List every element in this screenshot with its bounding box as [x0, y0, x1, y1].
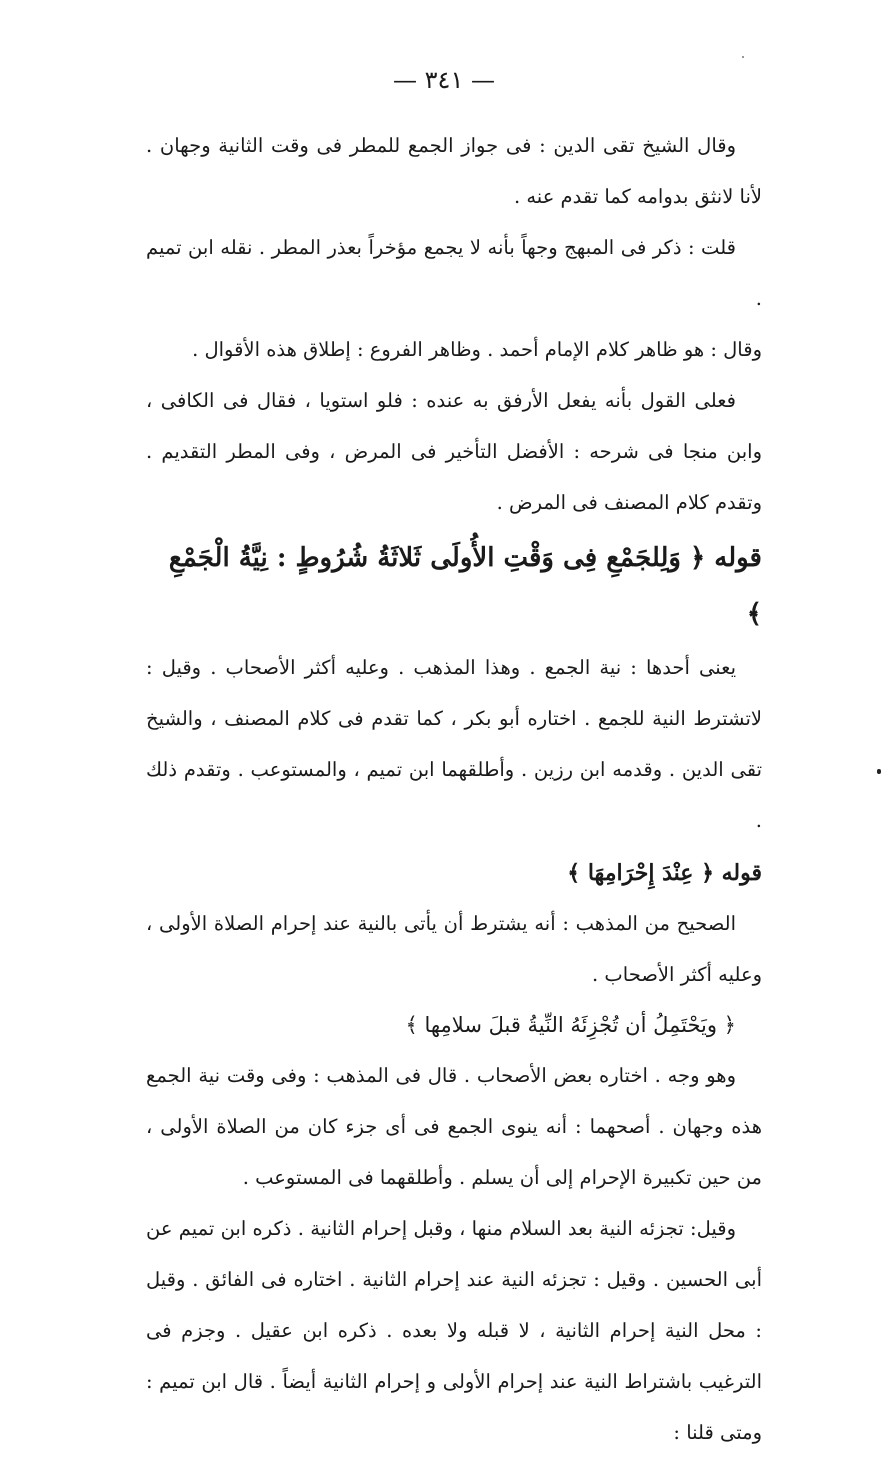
body-text [146, 120, 762, 1458]
quoted-text: ﴿ ويَحْتَمِلُ أن تُجْزِئَهُ النِّيةُ قبلَ سلامِها ﴾ [405, 1013, 736, 1037]
paragraph: الصحيح من المذهب : أنه يشترط أن يأتى بالنية عند إحرام الصلاة الأولى ، وعليه أكثر الأصحاب . [146, 912, 762, 986]
paragraph: وهو وجه . اختاره بعض الأصحاب . قال فى المذهب : وفى وقت نية الجمع هذه وجهان . أصحهما : أنه ينوى الجمع فى أى جزء كان من الصلاة الأولى ، من حين تكبيرة الإحرام إلى أن يسلم . وأطلقهما فى المستوعب . [146, 1064, 762, 1189]
paragraph: قلت : ذكر فى المبهج وجهاً بأنه لا يجمع مؤخراً بعذر المطر . نقله ابن تميم . [146, 236, 762, 310]
paragraph: وقال الشيخ تقى الدين : فى جواز الجمع للمطر فى وقت الثانية وجهان . لأنا لانثق بدوامه كما تقدم عنه . [146, 134, 762, 208]
paragraph: فعلى القول بأنه يفعل الأرفق به عنده : فلو استويا ، فقال فى الكافى ، وابن منجا فى شرحه : الأفضل التأخير فى المرض ، وفى المطر التقديم . وتقدم كلام المصنف فى المرض . [146, 389, 762, 514]
paragraph: وقيل: تجزئه النية بعد السلام منها ، وقبل إحرام الثانية . ذكره ابن تميم عن أبى الحسين . وقيل : تجزئه النية عند إحرام الثانية . اختاره فى الفائق . وقيل : محل النية إحرام الثانية ، لا قبله ولا بعده . ذكره ابن عقيل . وجزم فى الترغيب باشتراط النية عند إحرام الأولى و إحرام الثانية أيضاً . قال ابن تميم : ومتى قلنا : [146, 1217, 762, 1444]
paragraph: يعنى أحدها : نية الجمع . وهذا المذهب . وعليه أكثر الأصحاب . وقيل : لاتشترط النية للجمع . اختاره أبو بكر ، كما تقدم فى كلام المصنف ، والشيخ تقى الدين . وقدمه ابن رزين . وأطلقهما ابن تميم ، والمستوعب . وتقدم ذلك . [146, 656, 762, 832]
scan-speck [742, 56, 744, 58]
page-number: — ٣٤١ — [393, 66, 495, 94]
paragraph: وقال : هو ظاهر كلام الإمام أحمد . وظاهر الفروع : إطلاق هذه الأقوال . [192, 338, 762, 361]
section-heading: قوله ﴿ عِنْدَ إِحْرَامِهَا ﴾ [567, 860, 762, 886]
margin-mark [877, 769, 881, 774]
section-heading: قوله ﴿ وَلِلجَمْعِ فِى وَقْتِ الأُولَى ثَلاثَةُ شُرُوطٍ : نِيَّةُ الْجَمْعِ ﴾ [168, 543, 762, 629]
